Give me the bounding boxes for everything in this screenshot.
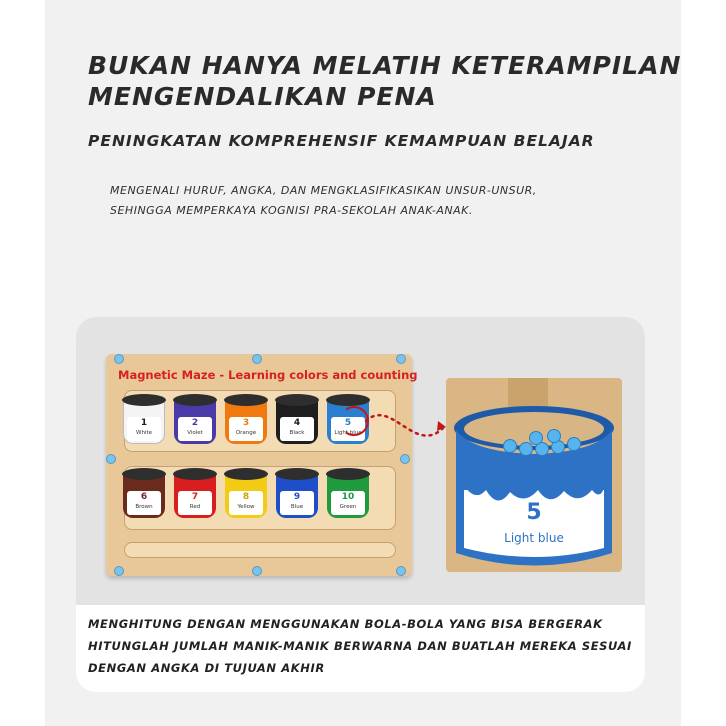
cup-color-name: Violet xyxy=(187,430,203,436)
bead xyxy=(530,432,543,445)
cup-label xyxy=(229,491,263,515)
subheading: PENINGKATAN KOMPREHENSIF KEMAMPUAN BELAJAR xyxy=(88,132,595,150)
cup-opening xyxy=(122,394,166,406)
cup-number: 10 xyxy=(341,492,355,502)
cup-label xyxy=(127,417,161,441)
cup-label xyxy=(178,417,212,441)
zoomed-cup-detail xyxy=(446,378,622,572)
cup-number: 5 xyxy=(344,418,352,428)
paint-cup xyxy=(173,394,217,446)
product-card xyxy=(76,317,645,692)
cup-opening xyxy=(224,468,268,480)
cup-opening xyxy=(224,394,268,406)
description-line-1: MENGENALI HURUF, ANGKA, DAN MENGKLASIFIKASIKAN UNSUR-UNSUR, xyxy=(110,184,537,197)
cup-number: 8 xyxy=(242,492,250,502)
cup-number: 9 xyxy=(293,492,301,502)
cup-opening xyxy=(275,468,319,480)
cup-color-name: Brown xyxy=(135,504,153,510)
cup-opening xyxy=(173,394,217,406)
cup-color-name: Orange xyxy=(235,430,257,436)
cup-opening xyxy=(326,468,370,480)
description-line-2: SEHINGGA MEMPERKAYA KOGNISI PRA-SEKOLAH ANAK-ANAK. xyxy=(110,204,473,217)
bead xyxy=(504,440,517,453)
cup-color-name: White xyxy=(136,430,152,436)
cup-color-name: Blue xyxy=(290,504,304,510)
paint-cup xyxy=(122,394,166,446)
paint-cup xyxy=(224,468,268,520)
cup-color-name: Green xyxy=(339,504,357,510)
cup-label xyxy=(127,491,161,515)
corner-peg xyxy=(396,566,406,576)
cup-label xyxy=(280,491,314,515)
maze-groove xyxy=(124,542,396,558)
headline-line-2: MENGENDALIKAN PENA xyxy=(88,82,437,111)
headline xyxy=(88,50,688,112)
paint-cup xyxy=(122,468,166,520)
cup-color-name: Yellow xyxy=(237,504,255,510)
zoomed-cup-label: Light blue xyxy=(504,531,564,545)
cup-number: 4 xyxy=(293,418,301,428)
corner-peg xyxy=(252,566,262,576)
cup-number: 3 xyxy=(242,418,250,428)
cup-opening xyxy=(275,394,319,406)
cup-color-name: Red xyxy=(189,504,201,510)
board-title: Magnetic Maze - Learning colors and counting xyxy=(118,368,418,382)
cup-color-name: Light blue xyxy=(334,430,362,436)
paint-cup xyxy=(326,468,370,520)
cup-number: 1 xyxy=(140,418,148,428)
caption-line-1: MENGHITUNG DENGAN MENGGUNAKAN BOLA-BOLA YANG BISA BERGERAK xyxy=(88,617,603,631)
magnetic-maze-board xyxy=(106,354,418,576)
corner-peg xyxy=(114,566,124,576)
corner-peg xyxy=(114,354,124,364)
caption-line-2: HITUNGLAH JUMLAH MANIK-MANIK BERWARNA DAN BUATLAH MEREKA SESUAI xyxy=(88,639,632,653)
corner-peg xyxy=(396,354,406,364)
corner-peg xyxy=(252,354,262,364)
paint-cup xyxy=(173,468,217,520)
caption xyxy=(88,613,645,679)
cup-opening xyxy=(122,468,166,480)
cup-label xyxy=(229,417,263,441)
cup-label xyxy=(331,491,365,515)
cup-number: 2 xyxy=(191,418,199,428)
paint-cup xyxy=(275,394,319,446)
cup-label xyxy=(280,417,314,441)
cup-label xyxy=(178,491,212,515)
description xyxy=(110,181,630,221)
cup-opening xyxy=(173,468,217,480)
zoomed-cup-number: 5 xyxy=(526,500,542,525)
cup-number: 6 xyxy=(140,492,148,502)
cup-color-name: Black xyxy=(289,430,305,436)
paint-cup xyxy=(275,468,319,520)
bead xyxy=(548,430,561,443)
caption-line-3: DENGAN ANGKA DI TUJUAN AKHIR xyxy=(88,661,325,675)
bead xyxy=(568,438,581,451)
paint-cup xyxy=(224,394,268,446)
headline-line-1: BUKAN HANYA MELATIH KETERAMPILAN xyxy=(88,51,682,80)
cup-number: 7 xyxy=(191,492,199,502)
corner-peg xyxy=(106,454,116,464)
bead xyxy=(520,443,533,456)
arrow-connector xyxy=(346,397,456,457)
